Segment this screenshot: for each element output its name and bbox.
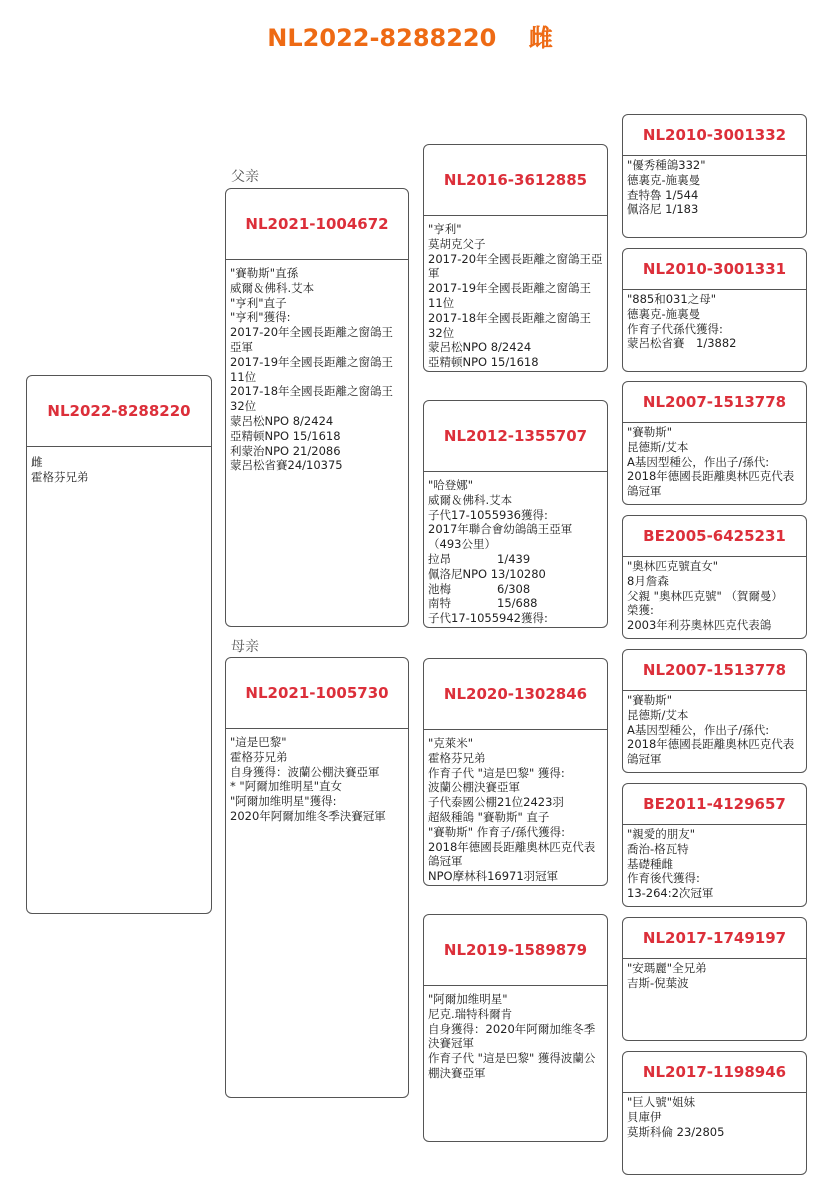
dsd-details: "親愛的朋友" 喬治-格瓦特 基礎種雌 作育後代獲得: 13-264:2次冠軍 [627, 827, 714, 901]
title-sex: 雌 [528, 24, 553, 52]
dss-ring: NL2007-1513778 [623, 650, 806, 691]
sire-dam-ring: NL2012-1355707 [424, 401, 607, 472]
dam-dam-card [423, 914, 608, 1142]
ddd-details: "巨人號"姐妹 貝庫伊 莫斯科倫 23/2805 [627, 1095, 725, 1139]
dam-sire-details: "克萊米" 霍格芬兄弟 作育子代 "這是巴黎" 獲得: 波蘭公棚決賽亞軍 子代泰國公棚21位2423羽 超級種鴿 "賽勒斯" 直子 "賽勒斯" 作育子/孫代獲得: 2018年德國長距離奧林匹克代表鴿冠軍 NPO摩林科16971羽冠軍 [428, 736, 596, 884]
subject-ring: NL2022-8288220 [27, 376, 211, 447]
ssd-ring: NL2010-3001331 [623, 249, 806, 290]
dds-ring: NL2017-1749197 [623, 918, 806, 959]
sire-card [225, 188, 409, 627]
ddd-card [622, 1051, 807, 1175]
title-ring: NL2022-8288220 [267, 24, 497, 52]
dds-card [622, 917, 807, 1041]
sds-ring: NL2007-1513778 [623, 382, 806, 423]
sire-dam-card [423, 400, 608, 628]
sss-ring: NL2010-3001332 [623, 115, 806, 156]
sdd-ring: BE2005-6425231 [623, 516, 806, 557]
ddd-ring: NL2017-1198946 [623, 1052, 806, 1093]
dds-details: "安瑪麗"全兄弟 吉斯-倪葉波 [627, 961, 707, 990]
dam-sire-card [423, 658, 608, 886]
subject-details: 雌 霍格芬兄弟 [31, 455, 89, 484]
sds-card [622, 381, 807, 505]
sdd-details: "奧林匹克號直女" 8月詹森 父親 "奧林匹克號" （賀爾曼） 榮獲: 2003年利芬奧林匹克代表鴿 [627, 559, 783, 633]
dss-card [622, 649, 807, 773]
sss-card [622, 114, 807, 238]
sire-dam-details: "哈登娜" 威爾＆佛科.艾本 子代17-1055936獲得: 2017年聯合會幼鴿鴿王亞軍（493公里） 拉昂 1/439 佩洛尼NPO 13/10280 池梅 6/308 南特 15/688 子代17-1055942獲得: [428, 478, 573, 626]
dsd-ring: BE2011-4129657 [623, 784, 806, 825]
ssd-details: "885和031之母" 德裏克-施裏曼 作育子代孫代獲得: 蒙呂松省賽 1/3882 [627, 292, 737, 351]
dam-dam-details: "阿爾加维明星" 尼克.瑞特科爾肯 自身獲得：2020年阿爾加维冬季決賽冠軍 作育子代 "這是巴黎" 獲得波蘭公棚決賽亞軍 [428, 992, 596, 1080]
dss-details: "賽勒斯" 昆德斯/艾本 A基因型種公，作出子/孫代: 2018年德國長距離奧林匹克代表鴿冠軍 [627, 693, 795, 767]
dam-ring: NL2021-1005730 [226, 658, 408, 729]
sss-details: "優秀種鴿332" 德裏克-施裏曼 查特魯 1/544 佩洛尼 1/183 [627, 158, 706, 217]
dam-card [225, 657, 409, 1098]
dam-label: 母亲 [231, 639, 259, 655]
sire-sire-card [423, 144, 608, 372]
sire-label: 父亲 [231, 169, 259, 185]
sire-sire-details: "亨利" 莫胡克父子 2017-20年全國長距離之窗鴿王亞軍 2017-19年全國長距離之窗鴿王11位 2017-18年全國長距離之窗鴿王32位 蒙呂松NPO 8/2424 亞精顿NPO 15/1618 [428, 222, 603, 370]
sire-details: "賽勒斯"直孫 威爾＆佛科.艾本 "亨利"直子 "亨利"獲得: 2017-20年全國長距離之窗鴿王亞軍 2017-19年全國長距離之窗鴿王11位 2017-18年全國長距離之窗鴿王32位 蒙呂松NPO 8/2424 亞精顿NPO 15/1618 利蒙治NPO 21/2086 蒙呂松省賽24/10375 [230, 266, 394, 473]
page-title [0, 18, 820, 53]
sire-ring: NL2021-1004672 [226, 189, 408, 260]
sdd-card [622, 515, 807, 639]
sds-details: "賽勒斯" 昆德斯/艾本 A基因型種公，作出子/孫代: 2018年德國長距離奧林匹克代表鴿冠軍 [627, 425, 795, 499]
dam-dam-ring: NL2019-1589879 [424, 915, 607, 986]
ssd-card [622, 248, 807, 372]
dam-details: "這是巴黎" 霍格芬兄弟 自身獲得：波蘭公棚決賽亞軍 * "阿爾加维明星"直女 "阿爾加维明星"獲得: 2020年阿爾加维冬季決賽冠軍 [230, 735, 386, 823]
sire-sire-ring: NL2016-3612885 [424, 145, 607, 216]
dsd-card [622, 783, 807, 907]
dam-sire-ring: NL2020-1302846 [424, 659, 607, 730]
subject-card [26, 375, 212, 914]
